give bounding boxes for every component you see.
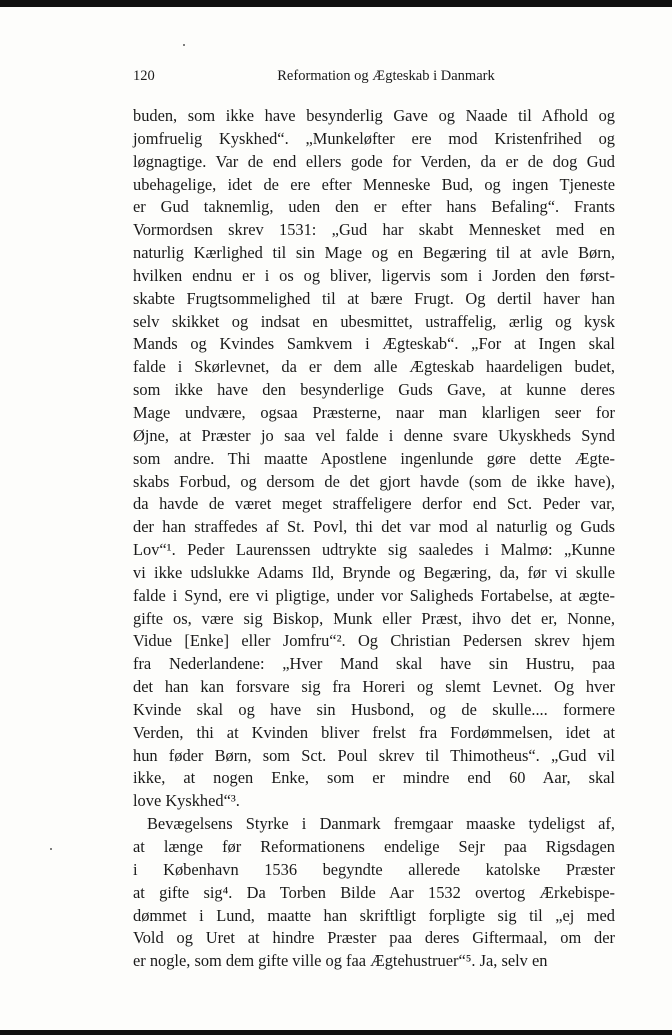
page-number: 120: [133, 68, 155, 84]
text-line: der han straffedes af St. Povl, thi det var mod al naturlig og Guds: [133, 517, 615, 537]
text-line: Mands og Kvindes Samkvem i Ægteskab“. „For at Ingen skal: [133, 334, 615, 354]
text-line: falde i Skørlevnet, da er dem alle Ægteskab haardeligen budet,: [133, 357, 615, 377]
text-line: gifte os, være sig Biskop, Munk eller Præst, ihvo det er, Nonne,: [133, 608, 615, 628]
text-line: jomfruelig Kyskhed“. „Munkeløfter ere mod Kristenfrihed og: [133, 128, 615, 148]
top-scan-border: [0, 0, 672, 7]
text-line: Bevægelsens Styrke i Danmark fremgaar maaske tydeligst af,: [147, 814, 615, 834]
text-line: dømmet i Lund, maatte han skriftligt forpligte sig til „ej med: [133, 905, 615, 925]
text-line: Øjne, at Præster jo saa vel falde i denne svare Ukyskheds Synd: [133, 425, 615, 445]
running-title: Reformation og Ægteskab i Danmark: [277, 68, 495, 84]
text-line: falde i Synd, ere vi pligtige, under vor Saligheds Fortabelse, at ægte-: [133, 585, 615, 605]
text-line: da havde de været meget straffeligere derfor end Sct. Peder var,: [133, 494, 615, 514]
text-line: Vold og Uret at hindre Præster paa deres Giftermaal, om der: [133, 928, 615, 948]
scan-speck: [50, 848, 52, 850]
text-line: Lov“¹. Peder Laurenssen udtrykte sig saaledes i Malmø: „Kunne: [133, 540, 615, 560]
body-text: [133, 105, 615, 973]
text-line: Vidue [Enke] eller Jomfru“². Og Christian Pedersen skrev hjem: [133, 631, 615, 651]
text-line: er nogle, som dem gifte ville og faa Ægtehustruer“⁵. Ja, selv en: [133, 951, 548, 971]
text-line: Verden, thi at Kvinden bliver frelst fra Fordømmelsen, idet at: [133, 722, 615, 742]
text-line: ubehagelige, idet de ere efter Menneske Bud, og ingen Tjeneste: [133, 174, 615, 194]
text-line: skabte Frugtsommelighed til at bære Frugt. Og dertil haver han: [133, 288, 615, 308]
text-line: Kvinde skal og have sin Husbond, og de skulle.... formere: [133, 699, 615, 719]
text-line: naturlig Kærlighed til sin Mage og en Begæring til at avle Børn,: [133, 243, 615, 263]
text-line: ikke, at nogen Enke, som er mindre end 60 Aar, skal: [133, 768, 615, 788]
text-line: er Gud taknemlig, uden den er efter hans Befaling“. Frants: [133, 197, 615, 217]
text-line: at gifte sig⁴. Da Torben Bilde Aar 1532 overtog Ærkebispe-: [133, 882, 615, 902]
text-line: love Kyskhed“³.: [133, 791, 240, 811]
text-line: fra Nederlandene: „Hver Mand skal have sin Hustru, paa: [133, 654, 615, 674]
text-line: selv skikket og indsat en ubesmittet, ustraffelig, ærlig og kysk: [133, 311, 615, 331]
text-line: Vormordsen skrev 1531: „Gud har skabt Mennesket med en: [133, 220, 615, 240]
text-line: vi ikke udslukke Adams Ild, Brynde og Begæring, da, før vi skulle: [133, 562, 615, 582]
text-line: skabs Forbud, og dersom de det gjort havde (som de ikke have),: [133, 471, 615, 491]
scan-speck: [183, 44, 185, 46]
text-line: som andre. Thi maatte Apostlene ingenlunde gøre dette Ægte-: [133, 448, 615, 468]
text-line: løgnagtige. Var de end ellers gode for Verden, da er de dog Gud: [133, 151, 615, 171]
text-line: at længe før Reformationens endelige Sejr paa Rigsdagen: [133, 837, 615, 856]
text-line: det han kan forsvare sig fra Horeri og slemt Levnet. Og hver: [133, 677, 615, 697]
bottom-scan-border: [0, 1030, 672, 1035]
text-line: buden, som ikke have besynderlig Gave og Naade til Afhold og: [133, 106, 615, 125]
text-line: i København 1536 begyndte allerede katolske Præster: [133, 859, 615, 879]
text-line: Mage undvære, ogsaa Præsterne, naar man klarligen seer for: [133, 402, 615, 422]
text-line: hvilken endnu er i os og bliver, ligervis som i Jorden den først-: [133, 265, 615, 285]
text-line: hun føder Børn, som Sct. Poul skrev til Thimotheus“. „Gud vil: [133, 745, 615, 765]
text-line: som ikke have den besynderlige Guds Gave, at kunne deres: [133, 380, 615, 400]
page-header: [133, 68, 615, 88]
